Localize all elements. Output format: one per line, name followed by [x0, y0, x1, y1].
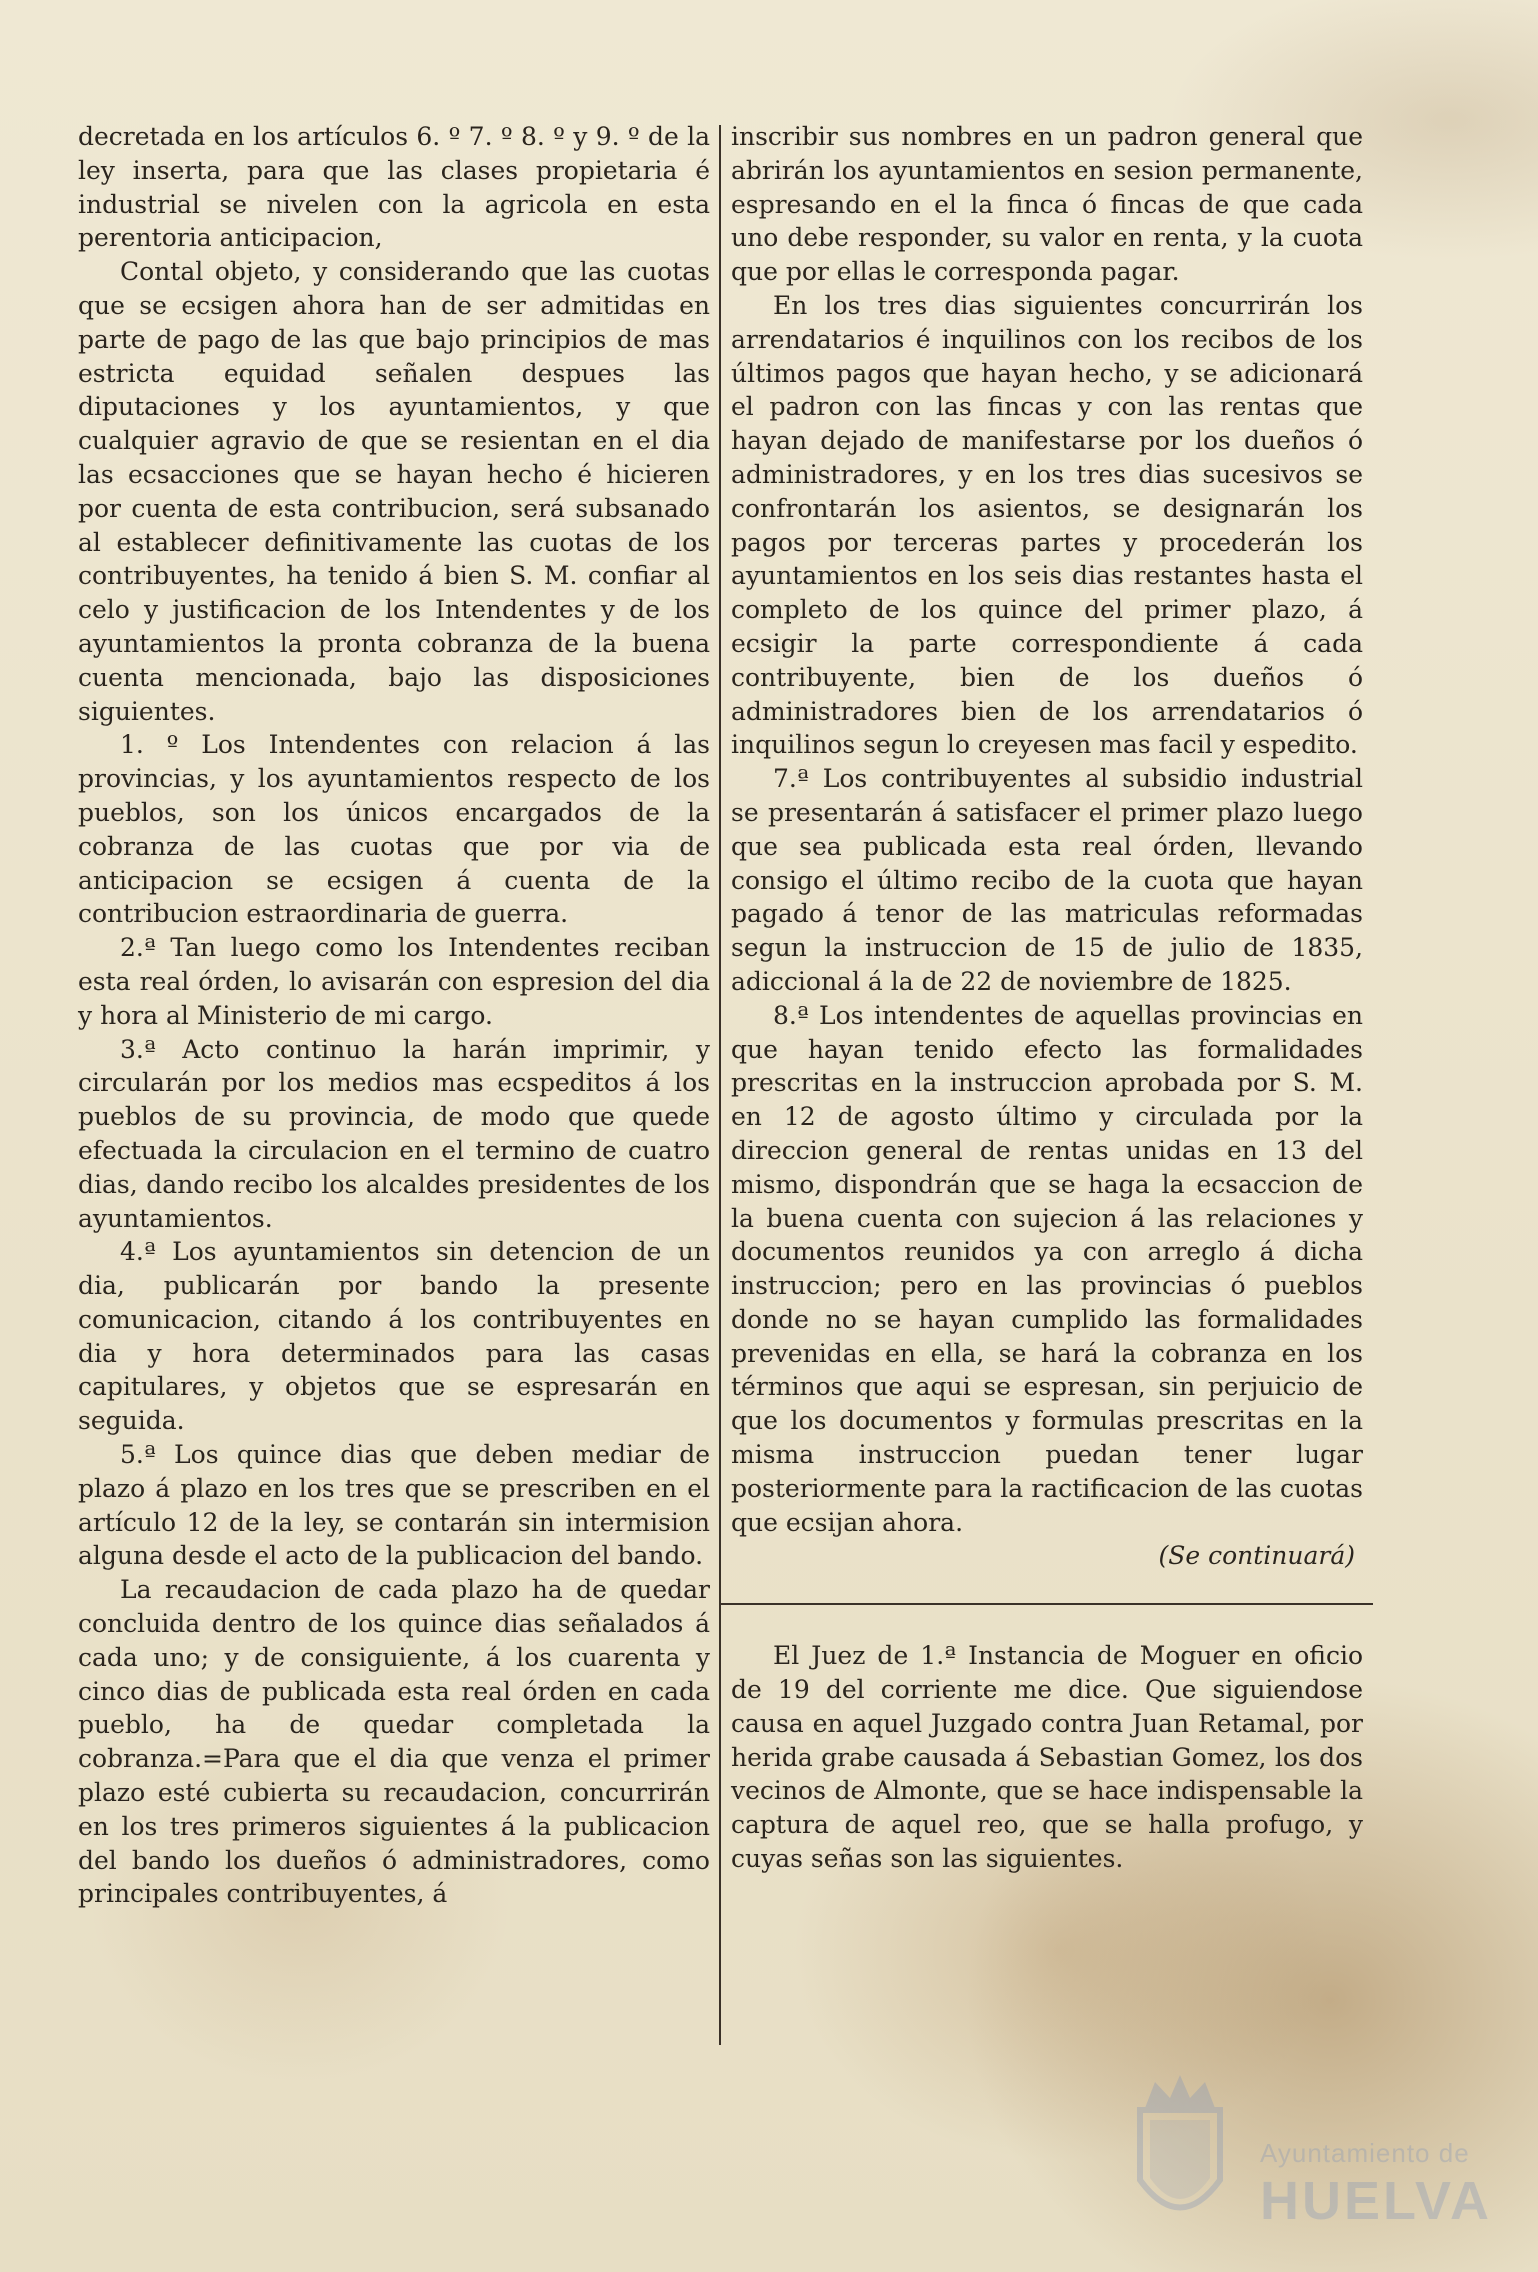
paragraph-opening: decretada en los artículos 6. º 7. º 8. º y 9. º de la ley inserta, para que las clases propietaria é industrial se nivelen con la agricola en esta perentoria anticipacion,: [78, 122, 710, 253]
column-divider: [719, 125, 721, 2045]
watermark-line1: Ayuntamiento de: [1260, 2138, 1470, 2168]
article-1: 1. º Los Intendentes con relacion á las provincias, y los ayuntamientos respecto de los pueblos, son los únicos encargados de la cobranza de las cuotas que por via de anticipacion se ecsigen á cuenta de la contribucion estraordinaria de guerra.: [78, 730, 710, 929]
left-column: [78, 120, 710, 1911]
article-7: 7.ª Los contribuyentes al subsidio industrial se presentarán á satisfacer el primer plazo luego que sea publicada esta real órden, llevando consigo el último recibo de la cuota que hayan pagado á tenor de las matriculas reformadas segun la instruccion de 15 de julio de 1835, adiccional á la de 22 de noviembre de 1825.: [731, 764, 1363, 996]
article-2: 2.ª Tan luego como los Intendentes reciban esta real órden, lo avisarán con espresion del dia y hora al Ministerio de mi cargo.: [78, 933, 710, 1030]
paragraph-padron: inscribir sus nombres en un padron general que abrirán los ayuntamientos en sesion permanente, espresando en el la finca ó fincas de que cada uno debe responder, su valor en renta, y la cuota que por ellas le corresponda pagar.: [731, 122, 1363, 287]
article-4: 4.ª Los ayuntamientos sin detencion de un dia, publicarán por bando la presente comunicacion, citando á los contribuyentes en dia y hora determinados para las casas capitulares, y objetos que se espresarán en seguida.: [78, 1237, 710, 1436]
continued-note: (Se continuará): [1158, 1541, 1355, 1571]
section-rule: [721, 1603, 1373, 1605]
article-8: 8.ª Los intendentes de aquellas provincias en que hayan tenido efecto las formalidades prescritas en la instruccion aprobada por S. M. en 12 de agosto último y circulada por la direccion general de rentas unidas en 13 del mismo, dispondrán que se haga la ecsaccion de la buena cuenta con sujecion á las relaciones y documentos reunidos ya con arreglo á dicha instruccion; pero en las provincias ó pueblos donde no se hayan cumplido las formalidades prevenidas en ella, se hará la cobranza en los términos que aqui se espresan, sin perjuicio de que los documentos y formulas prescritas en la misma instruccion puedan tener lugar posteriormente para la ractificacion de las cuotas que ecsijan ahora.: [731, 1000, 1363, 1537]
article-3: 3.ª Acto continuo la harán imprimir, y circularán por los medios mas ecspeditos á los pueblos de su provincia, de modo que quede efectuada la circulacion en el termino de cuatro dias, dando recibo los alcaldes presidentes de los ayuntamientos.: [78, 1034, 710, 1233]
coat-of-arms-icon: [1120, 2070, 1240, 2240]
paragraph-preamble: Contal objeto, y considerando que las cuotas que se ecsigen ahora han de ser admitidas en parte de pago de las que bajo principios de mas estricta equidad señalen despues las diputaciones y los ayuntamientos, y que cualquier agravio de que se resientan en el dia las ecsacciones que se hayan hecho é hicieren por cuenta de esta contribucion, será subsanado al establecer definitivamente las cuotas de los contribuyentes, ha tenido á bien S. M. confiar al celo y justificacion de los Intendentes y de los ayuntamientos la pronta cobranza de la buena cuenta mencionada, bajo las disposiciones siguientes.: [78, 257, 710, 726]
article-5: 5.ª Los quince dias que deben mediar de plazo á plazo en los tres que se prescriben en el artículo 12 de la ley, se contarán sin intermision alguna desde el acto de la publicacion del bando.: [78, 1440, 710, 1571]
paragraph-juez-moguer: El Juez de 1.ª Instancia de Moguer en oficio de 19 del corriente me dice. Que siguiendose causa en aquel Juzgado contra Juan Retamal, por herida grabe causada á Sebastian Gomez, los dos vecinos de Almonte, que se hace indispensable la captura de aquel reo, que se halla profugo, y cuyas señas son las siguientes.: [731, 1641, 1363, 1874]
paragraph-arrendatarios: En los tres dias siguientes concurrirán los arrendatarios é inquilinos con los recibos de los últimos pagos que hayan hecho, y se adicionará el padron con las fincas y con las rentas que hayan dejado de manifestarse por los dueños ó administradores, y en los tres dias sucesivos se confrontarán los asientos, se designarán los pagos por terceras partes y procederán los ayuntamientos en los seis dias restantes hasta el completo de los quince del primer plazo, á ecsigir la parte correspondiente á cada contribuyente, bien de los dueños ó administradores bien de los arrendatarios ó inquilinos segun lo creyesen mas facil y espedito.: [731, 290, 1363, 760]
paragraph-recaudacion: La recaudacion de cada plazo ha de quedar concluida dentro de los quince dias señalados á cada uno; y de consiguiente, á los cuarenta y cinco dias de publicada esta real órden en cada pueblo, ha de quedar completada la cobranza.=Para que el dia que venza el primer plazo esté cubierta su recaudacion, concurrirán en los tres primeros siguientes á la publicacion del bando los dueños ó administradores, como principales contribuyentes, á: [78, 1575, 710, 1909]
watermark-line2: HUELVA: [1260, 2171, 1492, 2231]
archive-watermark: [1110, 2060, 1530, 2250]
right-column: [731, 120, 1363, 1876]
